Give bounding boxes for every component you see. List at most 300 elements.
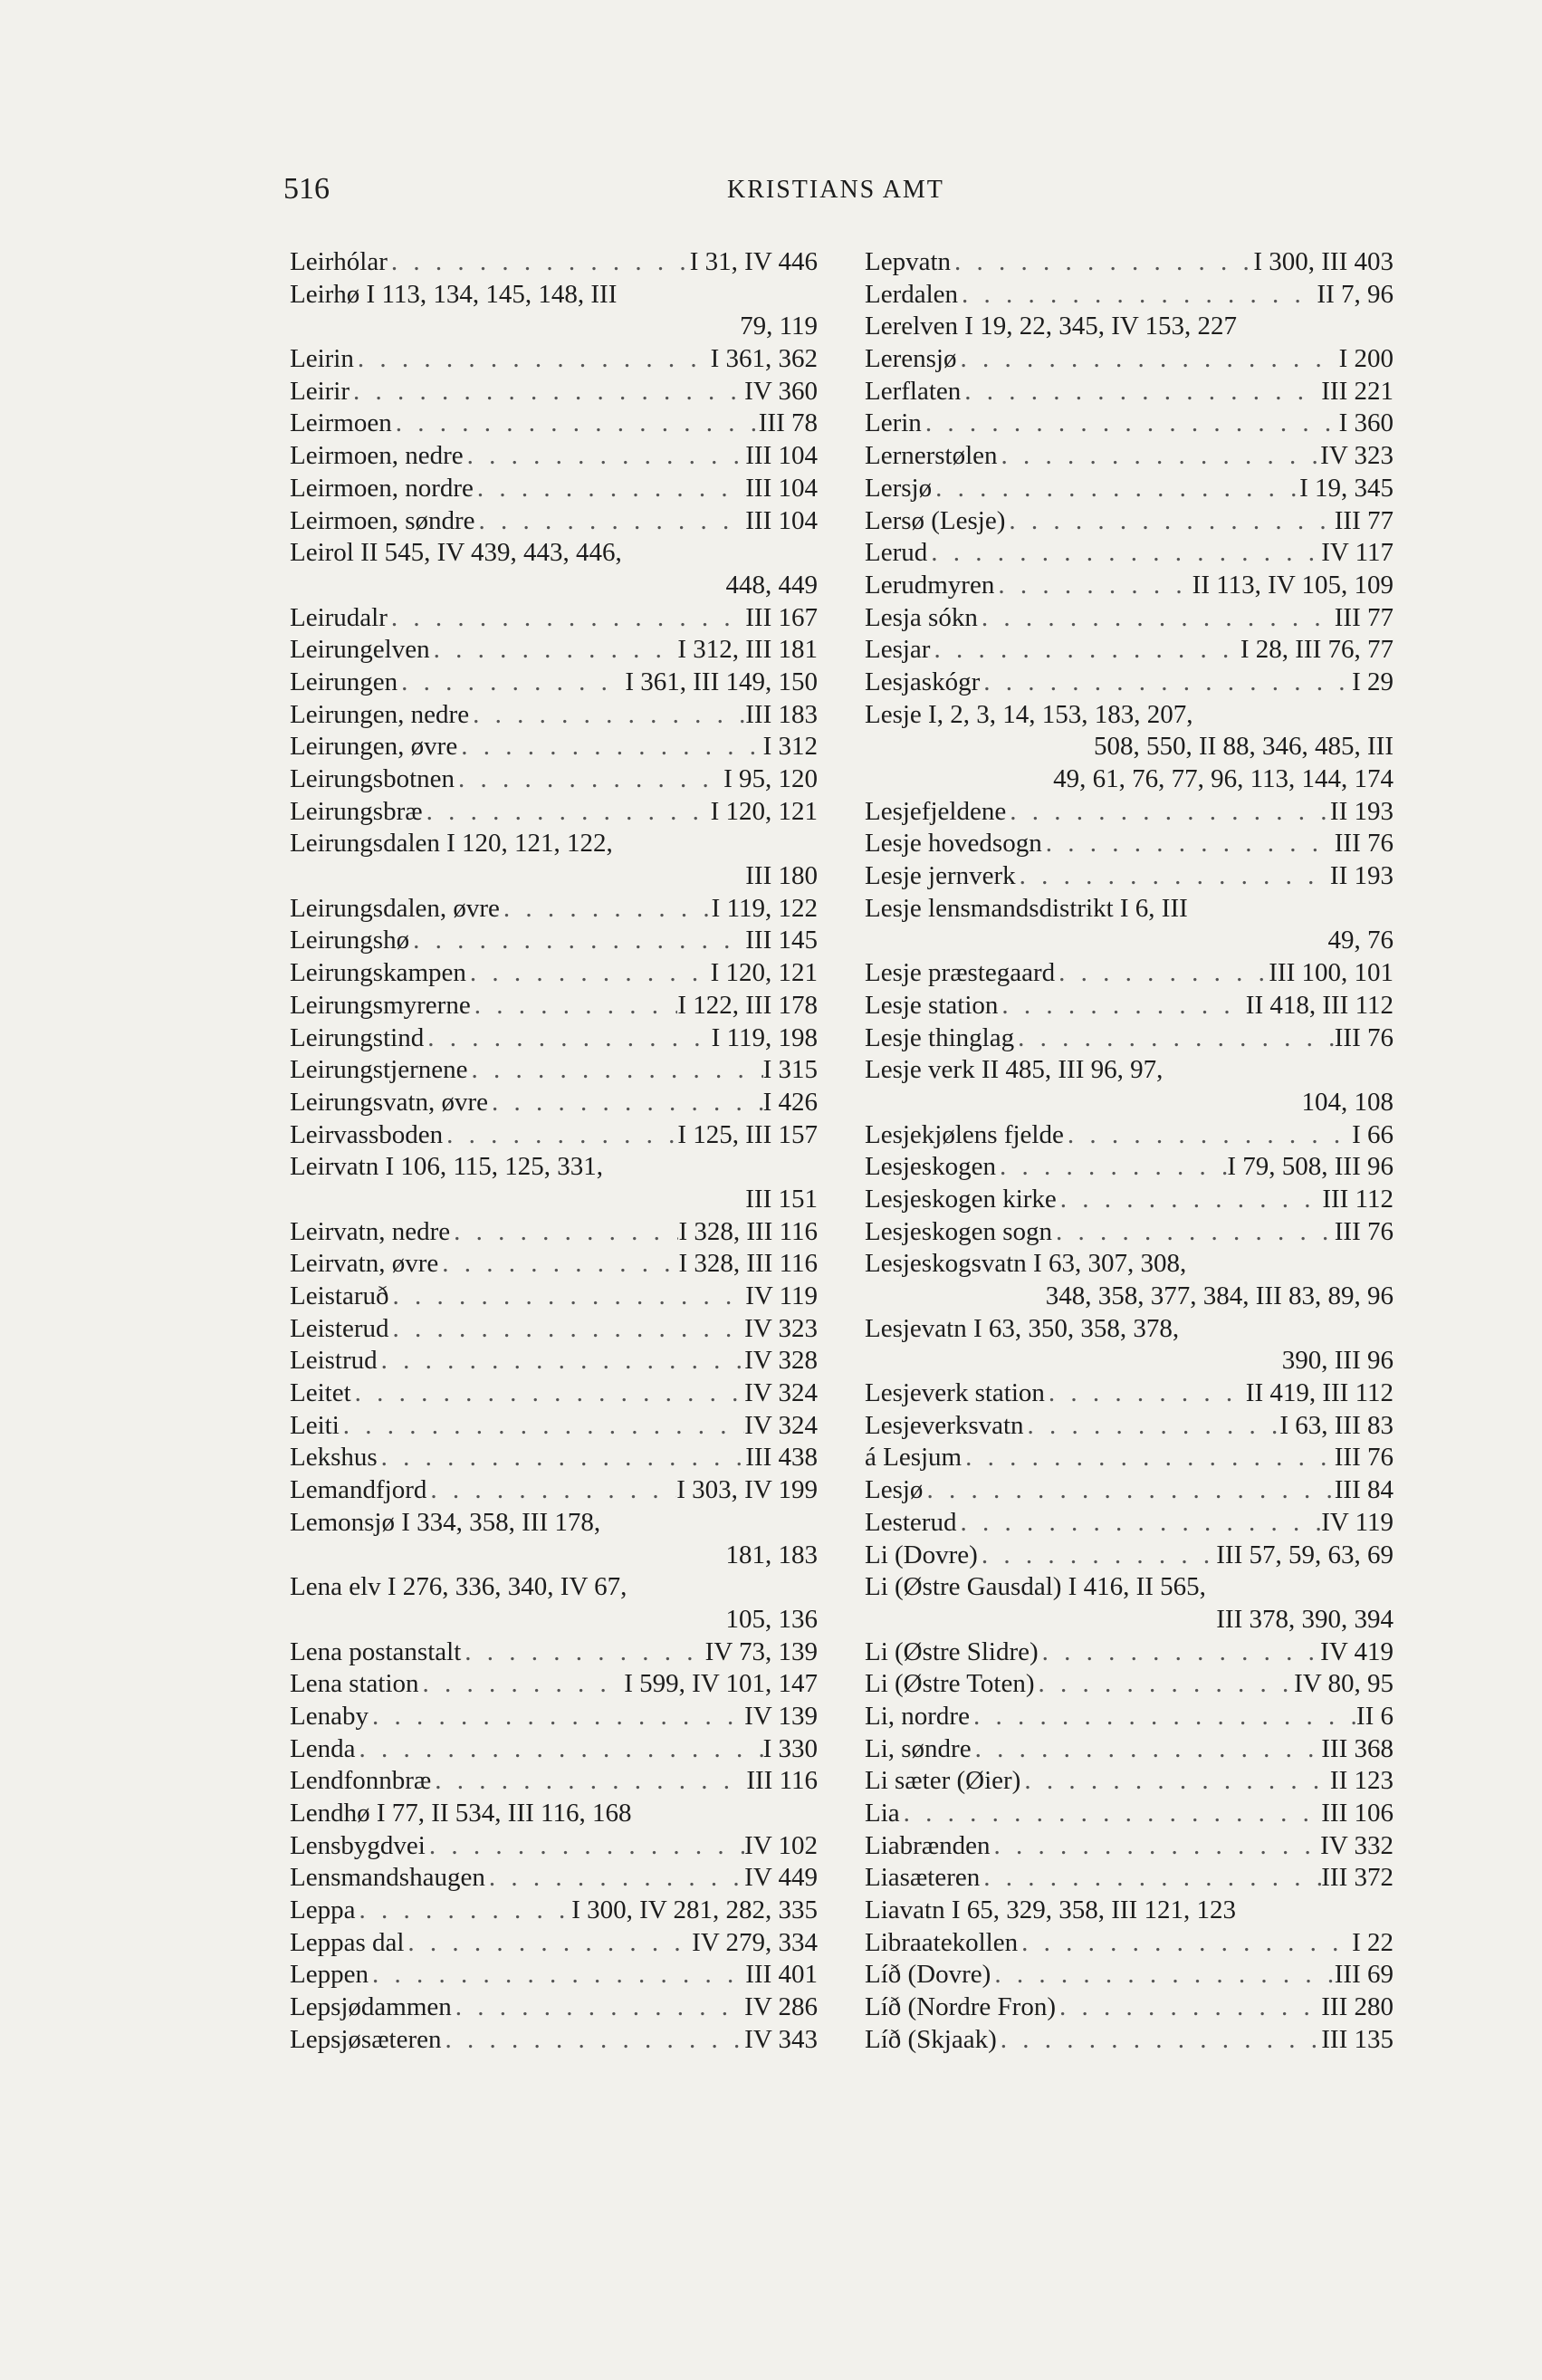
dot-leader	[378, 1345, 745, 1377]
dot-leader	[962, 1442, 1335, 1474]
entry-name: Leiti	[290, 1410, 340, 1440]
dot-leader	[998, 440, 1321, 473]
entry-name: Leirvatn, nedre	[290, 1216, 451, 1246]
entry-references: IV 343	[744, 2024, 818, 2054]
entry-name: Lena postanstalt	[290, 1636, 462, 1666]
dot-leader	[466, 957, 711, 990]
entry-references: III 78	[758, 408, 818, 438]
entry-name: Lernerstølen	[865, 441, 998, 471]
entry-references: IV 323	[1320, 441, 1394, 471]
entry-references: IV 449	[744, 1863, 818, 1893]
dot-leader	[404, 1927, 692, 1960]
dot-leader	[350, 376, 744, 408]
entry-references: III 183	[745, 699, 818, 729]
dot-leader	[469, 699, 745, 732]
entry-name: Lesjar	[865, 635, 931, 665]
entry-name: Lepsjøsæteren	[290, 2024, 442, 2054]
index-entry	[290, 602, 818, 635]
dot-leader	[474, 473, 745, 505]
entry-name: Leirudalr	[290, 602, 388, 632]
entry-name: Lesjeskogen sogn	[865, 1216, 1052, 1246]
entry-references: III 151	[745, 1184, 818, 1214]
index-entry	[290, 1281, 818, 1313]
dot-leader	[1188, 893, 1394, 926]
entry-name: Leirungstind	[290, 1022, 425, 1052]
entry-name: Leirungsmyrerne	[290, 990, 471, 1020]
index-entry	[290, 1571, 818, 1604]
dot-leader	[927, 537, 1321, 570]
index-entry	[290, 763, 818, 796]
entry-name: Lesjeskogen	[865, 1152, 996, 1182]
index-entry	[290, 796, 818, 829]
entry-name: Lia	[865, 1799, 900, 1828]
dot-leader	[958, 279, 1317, 312]
entry-name: Lena station	[290, 1669, 419, 1699]
dot-leader	[1055, 957, 1269, 990]
entry-references: III 76	[1334, 1216, 1394, 1246]
index-entry	[290, 1507, 818, 1540]
dot-leader	[1018, 1927, 1352, 1960]
entry-name: Lesje verk II 485, III 96, 97,	[865, 1055, 1164, 1085]
dot-leader	[1236, 1895, 1394, 1927]
entry-references: I 303, IV 199	[676, 1475, 818, 1505]
entry-name: Leppa	[290, 1895, 356, 1925]
index-entry-continuation	[865, 1087, 1394, 1119]
entry-name: Li (Østre Toten)	[865, 1669, 1035, 1699]
index-entry	[865, 1765, 1394, 1798]
entry-name: Leirvassboden	[290, 1119, 444, 1149]
dot-leader	[922, 408, 1339, 440]
entry-name: Lesjeskogsvatn I 63, 307, 308,	[865, 1249, 1187, 1279]
dot-leader	[426, 1474, 676, 1507]
index-entry	[865, 796, 1394, 829]
index-entry	[865, 570, 1394, 602]
index-entry	[290, 473, 818, 505]
entry-name: Lesje hovedsogn	[865, 829, 1042, 859]
entry-references: III 112	[1322, 1184, 1394, 1214]
index-entry	[865, 246, 1394, 279]
entry-name: Lesjeverk station	[865, 1378, 1045, 1408]
index-entry-continuation	[865, 731, 1394, 763]
entry-references: I 328, III 116	[678, 1249, 818, 1279]
entry-name: Leirin	[290, 344, 354, 374]
index-entry	[290, 1668, 818, 1701]
entry-references: I 312	[762, 732, 818, 762]
index-entry	[290, 1895, 818, 1927]
index-entry	[865, 634, 1394, 667]
entry-references: IV 73, 139	[704, 1636, 818, 1666]
index-entry	[865, 957, 1394, 990]
entry-references: III 280	[1321, 1992, 1394, 2022]
dot-leader	[978, 1540, 1216, 1572]
entry-name: Leirungsbræ	[290, 796, 423, 826]
dot-leader	[475, 505, 746, 538]
entry-name: Leisterud	[290, 1313, 389, 1343]
entry-references: IV 139	[744, 1701, 818, 1731]
entry-name: Li (Østre Slidre)	[865, 1636, 1039, 1666]
index-entry	[290, 1830, 818, 1863]
entry-references: III 372	[1321, 1863, 1394, 1893]
index-entry	[290, 731, 818, 763]
entry-references: 49, 61, 76, 77, 96, 113, 144, 174	[1053, 764, 1394, 793]
entry-name: Leirungsdalen I 120, 121, 122,	[290, 829, 613, 859]
page-header	[283, 172, 1370, 212]
dot-leader	[1206, 1571, 1394, 1604]
index-entry	[290, 1313, 818, 1346]
index-entry	[865, 1054, 1394, 1087]
entry-name: Leirungsvatn, øvre	[290, 1087, 489, 1117]
entry-name: Leirungen, nedre	[290, 699, 470, 729]
index-entry	[290, 1216, 818, 1249]
index-entry-continuation	[865, 925, 1394, 957]
entry-name: Líð (Nordre Fron)	[865, 1992, 1057, 2022]
entry-name: Leirmoen, søndre	[290, 505, 475, 535]
entry-references: III 77	[1334, 505, 1394, 535]
index-entry	[290, 2024, 818, 2057]
entry-name: Lesjekjølens fjelde	[865, 1119, 1064, 1149]
entry-name: Lerud	[865, 538, 928, 568]
dot-leader	[355, 1895, 571, 1927]
index-entry	[290, 1087, 818, 1119]
entry-references: III 76	[1334, 1022, 1394, 1052]
entry-references: I 312, III 181	[677, 635, 818, 665]
dot-leader	[1014, 1022, 1335, 1055]
index-entry	[865, 1668, 1394, 1701]
entry-name: Lesje jernverk	[865, 861, 1016, 891]
dot-leader	[613, 828, 818, 860]
entry-name: Lesjeskogen kirke	[865, 1184, 1057, 1214]
index-entry	[290, 1410, 818, 1443]
entry-name: Lerflaten	[865, 376, 962, 406]
page-number: 516	[283, 172, 330, 206]
entry-references: II 7, 96	[1317, 279, 1394, 309]
dot-leader	[631, 1798, 818, 1830]
dot-leader	[369, 1701, 744, 1733]
index-entry	[865, 1540, 1394, 1572]
dot-leader	[455, 763, 723, 796]
dot-leader	[1057, 1184, 1323, 1216]
dot-leader	[500, 893, 712, 926]
index-entry	[290, 537, 818, 570]
dot-leader	[1045, 1377, 1246, 1410]
entry-references: III 438	[745, 1443, 818, 1473]
entry-name: Leppas dal	[290, 1927, 405, 1957]
dot-leader	[930, 634, 1240, 667]
entry-references: III 106	[1321, 1799, 1394, 1828]
entry-name: Libraatekollen	[865, 1927, 1019, 1957]
entry-references: III 76	[1334, 829, 1394, 859]
index-entry	[865, 311, 1394, 343]
index-entry	[290, 1862, 818, 1895]
entry-references: I 120, 121	[710, 958, 818, 988]
index-entry	[290, 408, 818, 440]
entry-name: Lemonsjø I 334, 358, III 178,	[290, 1507, 601, 1537]
entry-references: III 135	[1321, 2024, 1394, 2054]
index-entry	[290, 957, 818, 990]
entry-references: II 6	[1355, 1701, 1394, 1731]
dot-leader	[431, 1765, 746, 1798]
entry-name: Liabrænden	[865, 1830, 991, 1860]
dot-leader	[1024, 1410, 1280, 1443]
entry-name: Lesje præstegaard	[865, 958, 1056, 988]
entry-name: Leirungen	[290, 667, 398, 696]
entry-name: Leirir	[290, 376, 350, 406]
entry-name: Leirungen, øvre	[290, 732, 458, 762]
entry-references: III 145	[745, 926, 818, 955]
index-entry-continuation	[290, 570, 818, 602]
entry-name: Lesje I, 2, 3, 14, 153, 183, 207,	[865, 699, 1193, 729]
entry-name: Lesja sókn	[865, 602, 978, 632]
entry-references: III 69	[1334, 1960, 1394, 1990]
entry-references: I 22	[1352, 1927, 1394, 1957]
dot-leader	[932, 473, 1299, 505]
index-entry	[290, 925, 818, 957]
index-entry	[865, 1216, 1394, 1249]
index-entry	[865, 1313, 1394, 1346]
entry-references: III 378, 390, 394	[1216, 1604, 1394, 1634]
index-entry	[290, 1733, 818, 1766]
dot-leader	[424, 1022, 711, 1055]
entry-name: Li sæter (Øier)	[865, 1766, 1021, 1796]
entry-name: Leirvatn I 106, 115, 125, 331,	[290, 1152, 604, 1182]
index-entry	[865, 1830, 1394, 1863]
index-entry-continuation	[865, 1345, 1394, 1377]
entry-references: IV 279, 334	[692, 1927, 818, 1957]
entry-references: I 125, III 157	[677, 1119, 818, 1149]
entry-references: I 31, IV 446	[689, 247, 818, 276]
entry-name: Lesjeverksvatn	[865, 1410, 1024, 1440]
entry-references: I 361, III 149, 150	[625, 667, 818, 696]
dot-leader	[340, 1410, 744, 1443]
entry-name: Lemandfjord	[290, 1475, 427, 1505]
index-entry	[290, 1022, 818, 1055]
dot-leader	[1179, 1313, 1394, 1346]
dot-leader	[622, 537, 818, 570]
entry-references: II 113, IV 105, 109	[1192, 570, 1394, 600]
entry-name: Leirmoen, nedre	[290, 441, 464, 471]
dot-leader	[430, 634, 678, 667]
index-entry	[865, 343, 1394, 376]
entry-references: IV 324	[744, 1410, 818, 1440]
dot-leader	[978, 602, 1335, 635]
entry-name: Lesjø	[865, 1475, 924, 1505]
entry-name: Liavatn I 65, 329, 358, III 121, 123	[865, 1895, 1236, 1925]
entry-references: IV 360	[744, 376, 818, 406]
entry-references: I 300, IV 281, 282, 335	[571, 1895, 818, 1925]
index-entry	[290, 246, 818, 279]
entry-name: Lepvatn	[865, 247, 952, 276]
index-entry	[865, 1151, 1394, 1184]
entry-references: III 401	[745, 1960, 818, 1990]
dot-leader	[627, 1571, 818, 1604]
dot-leader	[998, 990, 1245, 1022]
entry-references: IV 323	[744, 1313, 818, 1343]
entry-references: I 360	[1338, 408, 1394, 438]
index-entry	[865, 860, 1394, 893]
index-entry	[290, 1474, 818, 1507]
dot-leader	[392, 408, 759, 440]
dot-leader	[900, 1798, 1322, 1830]
dot-leader	[1052, 1216, 1335, 1249]
dot-leader	[994, 570, 1192, 602]
index-entry	[865, 1991, 1394, 2024]
index-entry-continuation	[865, 763, 1394, 796]
index-entry	[865, 667, 1394, 699]
entry-references: III 76	[1334, 1443, 1394, 1473]
dot-leader	[354, 343, 711, 376]
entry-references: I 361, 362	[710, 344, 818, 374]
entry-references: IV 117	[1321, 538, 1394, 568]
index-entry	[865, 1636, 1394, 1669]
dot-leader	[488, 1087, 763, 1119]
entry-references: III 116	[746, 1766, 818, 1796]
entry-name: Leistaruð	[290, 1281, 389, 1310]
dot-leader	[452, 1991, 744, 2024]
entry-references: III 104	[745, 473, 818, 503]
entry-references: III 221	[1321, 376, 1394, 406]
entry-references: III 104	[745, 441, 818, 471]
dot-leader	[617, 279, 818, 312]
dot-leader	[442, 2024, 745, 2057]
entry-name: Líð (Skjaak)	[865, 2024, 997, 2054]
entry-references: IV 332	[1320, 1830, 1394, 1860]
entry-references: I 63, III 83	[1279, 1410, 1394, 1440]
dot-leader	[1005, 505, 1334, 538]
entry-references: III 368	[1321, 1733, 1394, 1763]
entry-references: I 599, IV 101, 147	[624, 1669, 818, 1699]
entry-name: Lenda	[290, 1733, 356, 1763]
dot-leader	[351, 1377, 745, 1410]
dot-leader	[1237, 311, 1394, 343]
entry-name: Lesje thinglag	[865, 1022, 1015, 1052]
index-entry	[865, 1862, 1394, 1895]
index-entry-continuation	[865, 1604, 1394, 1636]
index-entry	[865, 1571, 1394, 1604]
entry-name: Leirvatn, øvre	[290, 1249, 439, 1279]
dot-leader	[369, 1959, 745, 1991]
index-entry	[290, 990, 818, 1022]
entry-name: Leitet	[290, 1378, 351, 1408]
entry-references: IV 328	[744, 1346, 818, 1376]
entry-name: á Lesjum	[865, 1443, 963, 1473]
index-entry	[290, 279, 818, 312]
dot-leader	[1035, 1668, 1295, 1701]
dot-leader	[600, 1507, 818, 1540]
entry-references: I 120, 121	[710, 796, 818, 826]
dot-leader	[467, 1054, 762, 1087]
index-entry	[865, 1701, 1394, 1733]
entry-name: Lesjevatn I 63, 350, 358, 378,	[865, 1313, 1180, 1343]
entry-references: IV 286	[744, 1992, 818, 2022]
index-entry	[290, 893, 818, 926]
entry-name: Lensmandshaugen	[290, 1863, 485, 1893]
dot-leader	[1006, 796, 1330, 829]
entry-references: 390, III 96	[1281, 1346, 1394, 1376]
entry-name: Lesjaskógr	[865, 667, 981, 696]
index-entry-continuation	[290, 1184, 818, 1216]
entry-name: Leirungsbotnen	[290, 764, 455, 793]
entry-references: III 100, 101	[1269, 958, 1394, 988]
dot-leader	[389, 1281, 746, 1313]
dot-leader	[423, 796, 711, 829]
entry-references: II 418, III 112	[1245, 990, 1394, 1020]
entry-name: Leirmoen	[290, 408, 392, 438]
entry-name: Lensbygdvei	[290, 1830, 426, 1860]
running-title: KRISTIANS AMT	[727, 176, 944, 204]
index-column-left	[290, 246, 818, 2057]
index-entry	[865, 1927, 1394, 1960]
entry-name: Li, nordre	[865, 1701, 970, 1731]
entry-references: 49, 76	[1327, 926, 1394, 955]
entry-name: Lersø (Lesje)	[865, 505, 1006, 535]
entry-references: 181, 183	[725, 1540, 818, 1569]
entry-references: I 300, III 403	[1253, 247, 1394, 276]
index-entry	[865, 440, 1394, 473]
index-entry-continuation	[865, 1281, 1394, 1313]
index-column-right	[865, 246, 1394, 2057]
entry-references: IV 419	[1320, 1636, 1394, 1666]
entry-references: III 104	[745, 505, 818, 535]
index-entry	[865, 1895, 1394, 1927]
entry-name: Li (Østre Gausdal) I 416, II 565,	[865, 1572, 1206, 1602]
index-entry	[865, 408, 1394, 440]
entry-name: Lerudmyren	[865, 570, 995, 600]
index-entry	[865, 602, 1394, 635]
dot-leader	[996, 1151, 1227, 1184]
entry-references: III 77	[1334, 602, 1394, 632]
entry-name: Leppen	[290, 1960, 369, 1990]
entry-name: Liasæteren	[865, 1863, 981, 1893]
entry-references: 448, 449	[725, 570, 818, 600]
entry-references: II 123	[1329, 1766, 1394, 1796]
index-entry	[290, 1991, 818, 2024]
dot-leader	[972, 1733, 1322, 1766]
entry-references: IV 102	[744, 1830, 818, 1860]
entry-name: Líð (Dovre)	[865, 1960, 991, 1990]
entry-name: Lesterud	[865, 1507, 957, 1537]
dot-leader	[1042, 828, 1335, 860]
dot-leader	[450, 1216, 678, 1249]
dot-leader	[1056, 1991, 1321, 2024]
dot-leader	[991, 1959, 1334, 1991]
index-entry	[865, 1798, 1394, 1830]
entry-name: Lerin	[865, 408, 922, 438]
entry-name: Leirmoen, nordre	[290, 473, 474, 503]
index-entry	[290, 828, 818, 860]
index-entry	[865, 893, 1394, 926]
dot-leader	[389, 1313, 745, 1346]
dot-leader	[603, 1151, 818, 1184]
entry-references: 79, 119	[740, 312, 818, 341]
index-entry	[865, 279, 1394, 312]
dot-leader	[956, 1507, 1321, 1540]
index-entry	[865, 1119, 1394, 1152]
dot-leader	[457, 731, 762, 763]
entry-references: 104, 108	[1301, 1087, 1394, 1117]
entry-name: Leirungsdalen, øvre	[290, 893, 500, 923]
index-entry-continuation	[290, 1540, 818, 1572]
entry-name: Leirol II 545, IV 439, 443, 446,	[290, 538, 622, 568]
entry-name: Leirhø I 113, 134, 145, 148, III	[290, 279, 618, 309]
entry-references: III 167	[745, 602, 818, 632]
dot-leader	[471, 990, 678, 1022]
index-entry	[290, 1701, 818, 1733]
index-entry	[290, 1377, 818, 1410]
entry-name: Leistrud	[290, 1346, 378, 1376]
index-entry	[290, 634, 818, 667]
index-entry	[865, 473, 1394, 505]
index-entry	[290, 1248, 818, 1281]
